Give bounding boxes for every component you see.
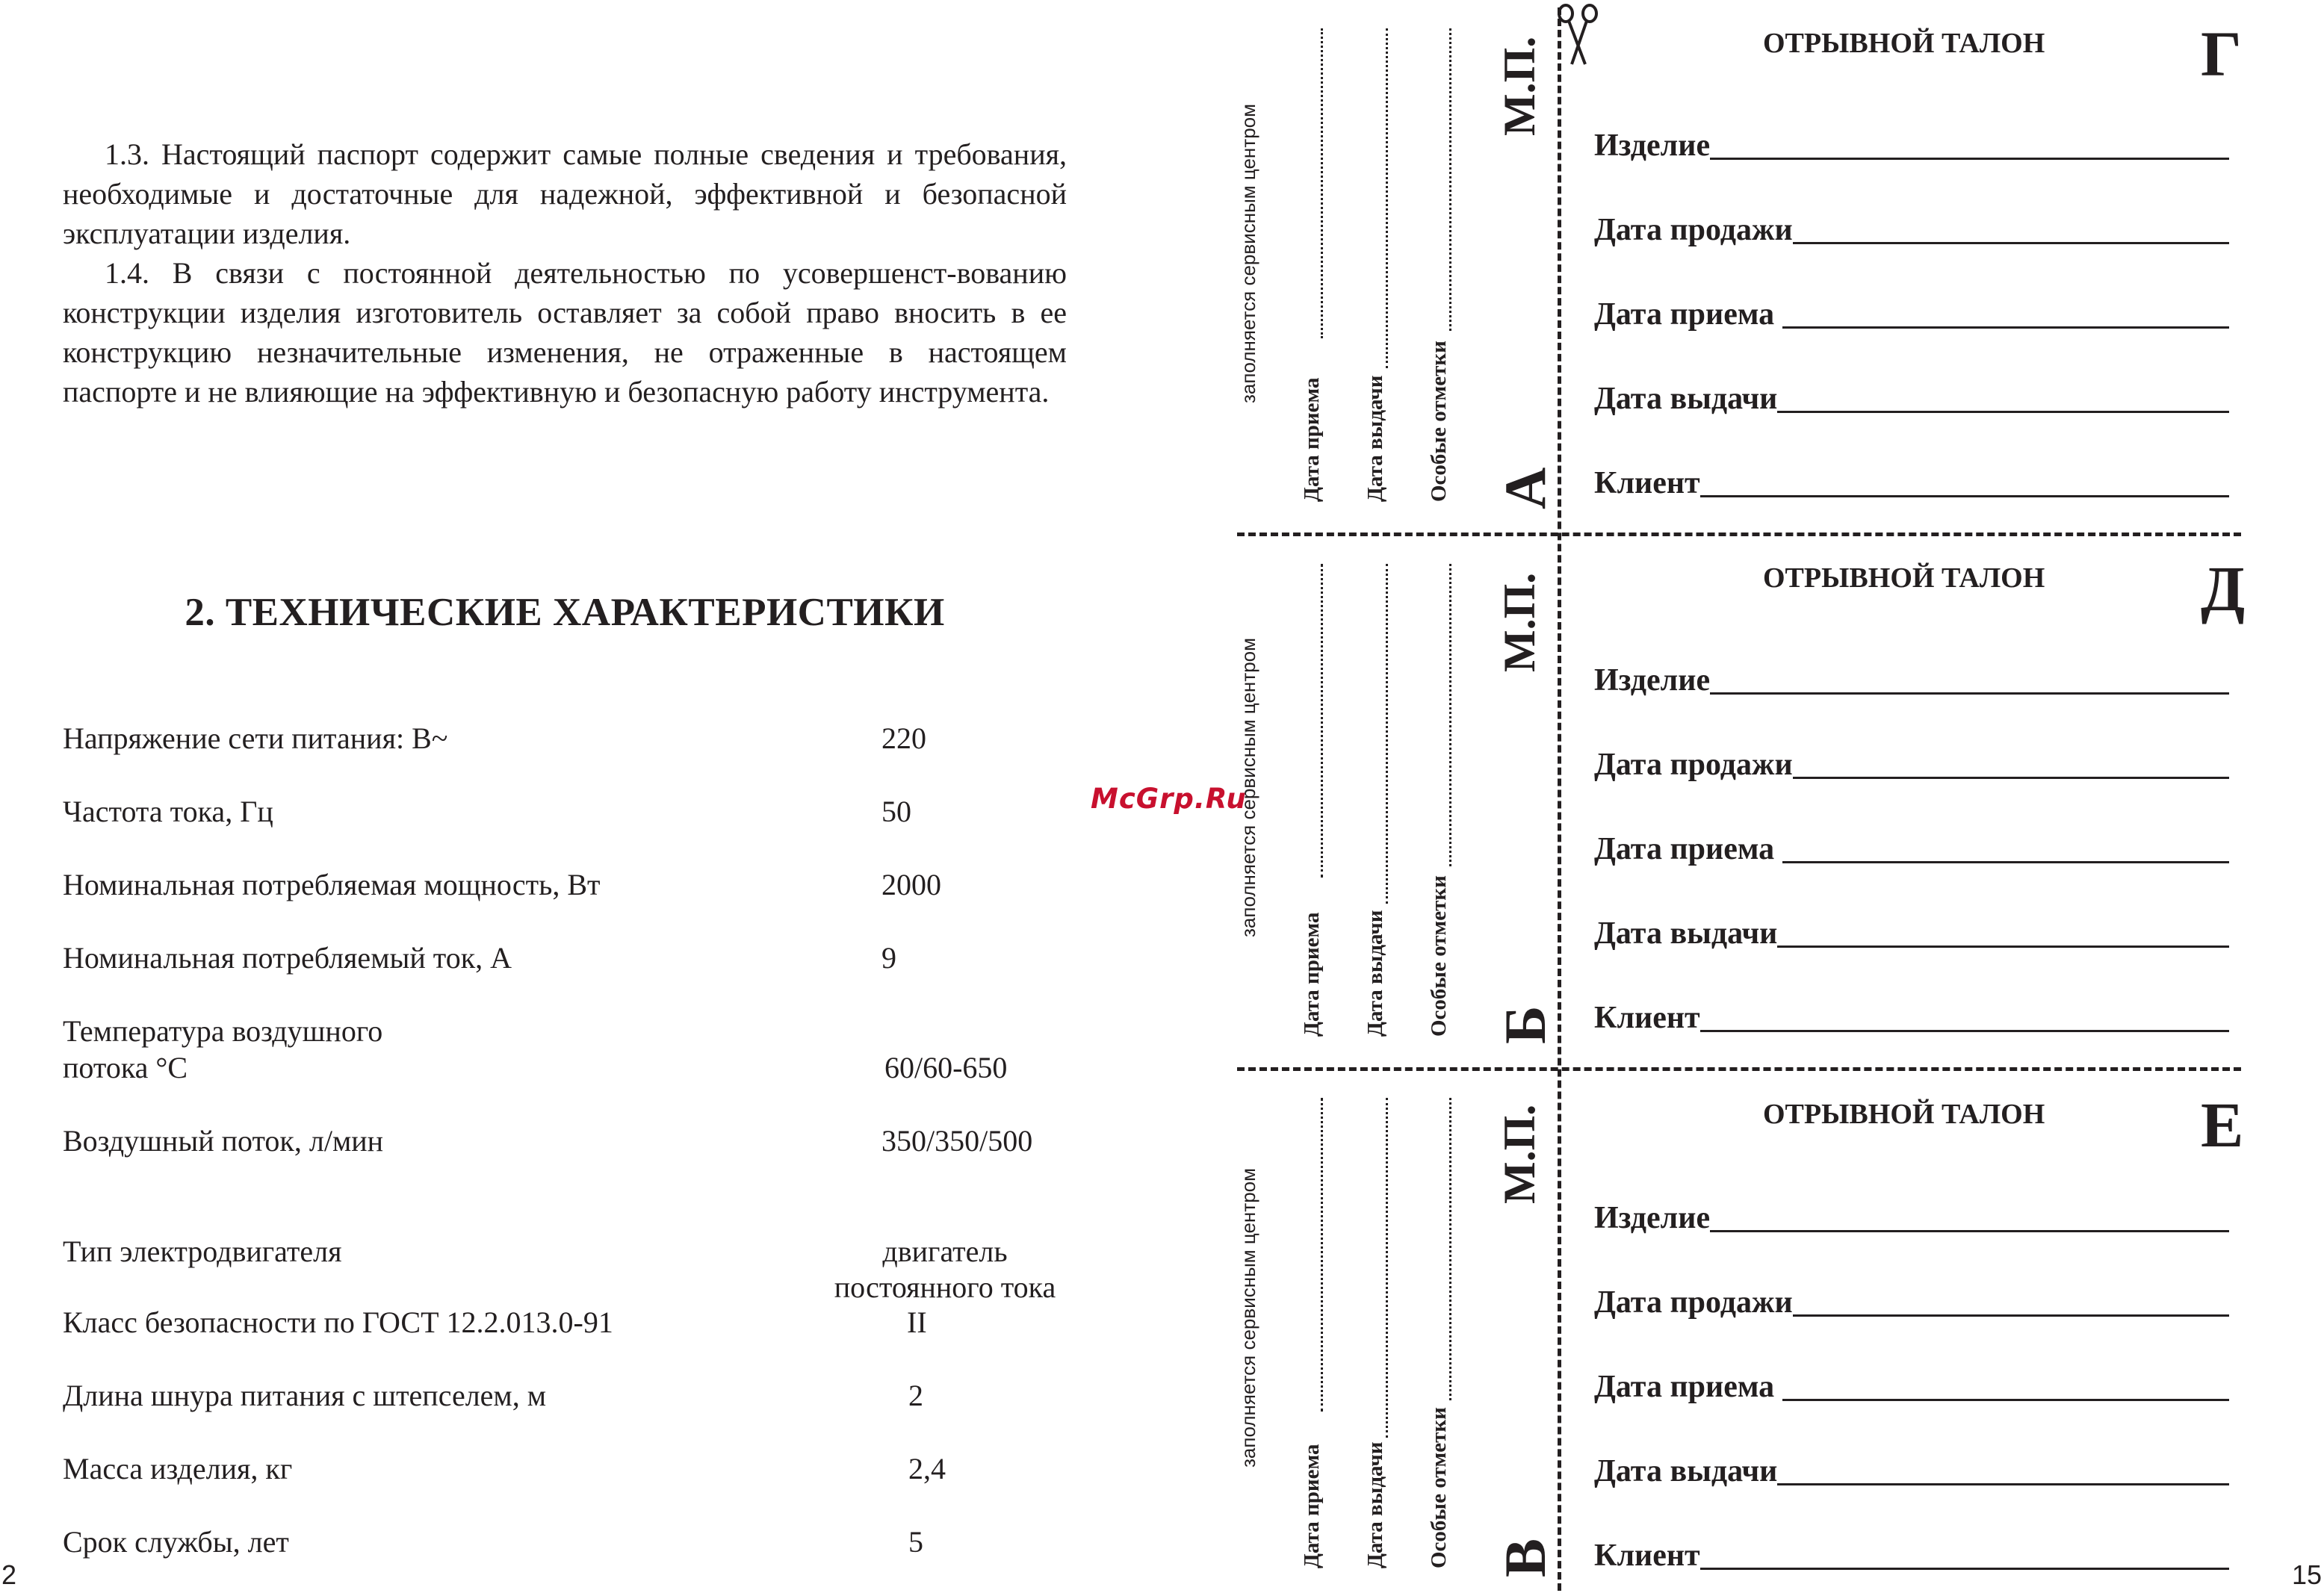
stub-date-received: Дата приема xyxy=(1300,912,1324,1037)
spec-label-motor: Тип электродвигателя xyxy=(63,1235,342,1268)
coupon-letter: Г xyxy=(2201,18,2242,90)
stub-service-note: заполняется сервисным центром xyxy=(1237,1168,1259,1468)
field-received-date[interactable] xyxy=(1594,829,2229,865)
stub-letter: Б xyxy=(1493,1005,1558,1044)
coupon-letter: Д xyxy=(2201,553,2246,624)
field-product-label: Изделие xyxy=(1594,128,1711,163)
stub-dotted-line xyxy=(1321,1098,1323,1412)
field-issue-date-label: Дата выдачи xyxy=(1594,382,1778,416)
paragraph-1-3: 1.3. Настоящий паспорт содержит самые полные сведения и требования, необходимые и достаточные для надежной, эффективной и безопасной эксплуатации изделия. xyxy=(63,137,1067,250)
field-received-date-label: Дата приема xyxy=(1594,832,1782,866)
field-client-label: Клиент xyxy=(1594,466,1700,500)
spec-value-life: 5 xyxy=(908,1525,923,1559)
stub-dotted-line xyxy=(1321,28,1323,338)
spec-value-motor-line2: постоянного тока xyxy=(834,1270,1056,1304)
coupon-title: ОТРЫВНОЙ ТАЛОН xyxy=(1763,562,2045,594)
field-sale-date[interactable] xyxy=(1594,210,2229,246)
stub-special-marks: Особые отметки xyxy=(1427,1407,1451,1568)
spec-value-mass: 2,4 xyxy=(908,1452,946,1485)
stub-dotted-line xyxy=(1386,28,1388,368)
stamp-area: М.П. xyxy=(1495,572,1544,672)
spec-label-safety: Класс безопасности по ГОСТ 12.2.013.0-91 xyxy=(63,1305,613,1339)
field-product[interactable] xyxy=(1594,125,2229,161)
spec-value-cord: 2 xyxy=(908,1379,923,1412)
stub-dotted-line xyxy=(1321,564,1323,878)
vertical-cut-line xyxy=(1558,7,1561,1591)
spec-label-current: Номинальная потребляемый ток, А xyxy=(63,941,512,975)
page-number-right: 15 xyxy=(2292,1559,2323,1590)
field-client[interactable] xyxy=(1594,998,2229,1034)
cut-line-1 xyxy=(1237,532,2241,536)
paragraph-1-4: 1.4. В связи с постоянной деятельностью по усовершенст-вованию конструкции изделия изготовитель оставляет за собой право вносить в ее конструкцию незначительные изменения, не отраженные в настоящем паспорте и не влияющие на эффективную и безопасную работу инструмента. xyxy=(63,256,1067,409)
spec-value-voltage: 220 xyxy=(881,721,926,755)
spec-label-voltage: Напряжение сети питания: В~ xyxy=(63,721,448,755)
field-issue-date[interactable] xyxy=(1594,913,2229,949)
field-client-label: Клиент xyxy=(1594,1538,1700,1573)
spec-value-airflow: 350/350/500 xyxy=(881,1124,1033,1158)
stub-dotted-line xyxy=(1449,1098,1451,1400)
field-product-label: Изделие xyxy=(1594,1201,1711,1235)
field-issue-date[interactable] xyxy=(1594,379,2229,414)
coupon-title: ОТРЫВНОЙ ТАЛОН xyxy=(1763,28,2045,59)
field-sale-date-label: Дата продажи xyxy=(1594,213,1793,247)
stub-date-issued: Дата выдачи xyxy=(1363,910,1387,1037)
coupon-title: ОТРЫВНОЙ ТАЛОН xyxy=(1763,1099,2045,1130)
cut-line-2 xyxy=(1237,1067,2241,1071)
spec-label-mass: Масса изделия, кг xyxy=(63,1452,293,1485)
field-issue-date-label: Дата выдачи xyxy=(1594,916,1778,951)
field-issue-date[interactable] xyxy=(1594,1451,2229,1487)
spec-label-frequency: Частота тока, Гц xyxy=(63,795,273,828)
stamp-area: М.П. xyxy=(1495,36,1544,136)
field-client[interactable] xyxy=(1594,463,2229,499)
stub-service-note: заполняется сервисным центром xyxy=(1237,104,1259,403)
stub-date-issued: Дата выдачи xyxy=(1363,375,1387,502)
page-number-left: 2 xyxy=(1,1559,17,1590)
spec-value-current: 9 xyxy=(881,941,896,975)
coupon-letter: Е xyxy=(2201,1089,2244,1161)
stub-dotted-line xyxy=(1449,564,1451,866)
spec-label-cord: Длина шнура питания с штепселем, м xyxy=(63,1379,547,1412)
field-product[interactable] xyxy=(1594,1198,2229,1234)
field-client-label: Клиент xyxy=(1594,1001,1700,1035)
field-sale-date-label: Дата продажи xyxy=(1594,748,1793,782)
spec-label-airflow: Воздушный поток, л/мин xyxy=(63,1124,384,1158)
field-received-date-label: Дата приема xyxy=(1594,1370,1782,1404)
stub-date-received: Дата приема xyxy=(1300,1444,1324,1568)
spec-value-motor-line1: двигатель xyxy=(882,1235,1008,1268)
field-received-date[interactable] xyxy=(1594,294,2229,330)
stub-letter: А xyxy=(1493,467,1558,509)
stub-special-marks: Особые отметки xyxy=(1427,341,1451,502)
stub-dotted-line xyxy=(1386,1098,1388,1438)
stub-special-marks: Особые отметки xyxy=(1427,875,1451,1037)
stub-dotted-line xyxy=(1449,28,1451,331)
stub-service-note: заполняется сервисным центром xyxy=(1237,638,1259,937)
field-sale-date-label: Дата продажи xyxy=(1594,1285,1793,1320)
field-issue-date-label: Дата выдачи xyxy=(1594,1454,1778,1488)
watermark: McGrp.Ru xyxy=(1091,783,1247,815)
spec-value-power: 2000 xyxy=(881,868,941,901)
spec-value-temperature: 60/60-650 xyxy=(884,1051,1008,1084)
scissors-icon xyxy=(1555,3,1600,67)
spec-label-power: Номинальная потребляемая мощность, Вт xyxy=(63,868,601,901)
field-client[interactable] xyxy=(1594,1536,2229,1571)
stub-date-issued: Дата выдачи xyxy=(1363,1441,1387,1568)
spec-value-frequency: 50 xyxy=(881,795,911,828)
field-received-date-label: Дата приема xyxy=(1594,297,1782,332)
stub-date-received: Дата приема xyxy=(1300,377,1324,502)
stamp-area: М.П. xyxy=(1495,1104,1544,1204)
field-product-label: Изделие xyxy=(1594,663,1711,698)
field-sale-date[interactable] xyxy=(1594,745,2229,780)
spec-label-life: Срок службы, лет xyxy=(63,1525,289,1559)
spec-label-temperature-line2: потока °С xyxy=(63,1051,188,1084)
stub-dotted-line xyxy=(1386,564,1388,904)
spec-value-safety: II xyxy=(907,1305,927,1339)
section-title: 2. ТЕХНИЧЕСКИЕ ХАРАКТЕРИСТИКИ xyxy=(185,591,945,634)
spec-label-temperature-line1: Температура воздушного xyxy=(63,1014,383,1048)
field-sale-date[interactable] xyxy=(1594,1282,2229,1318)
field-received-date[interactable] xyxy=(1594,1367,2229,1403)
field-product[interactable] xyxy=(1594,660,2229,696)
stub-letter: В xyxy=(1493,1538,1558,1577)
